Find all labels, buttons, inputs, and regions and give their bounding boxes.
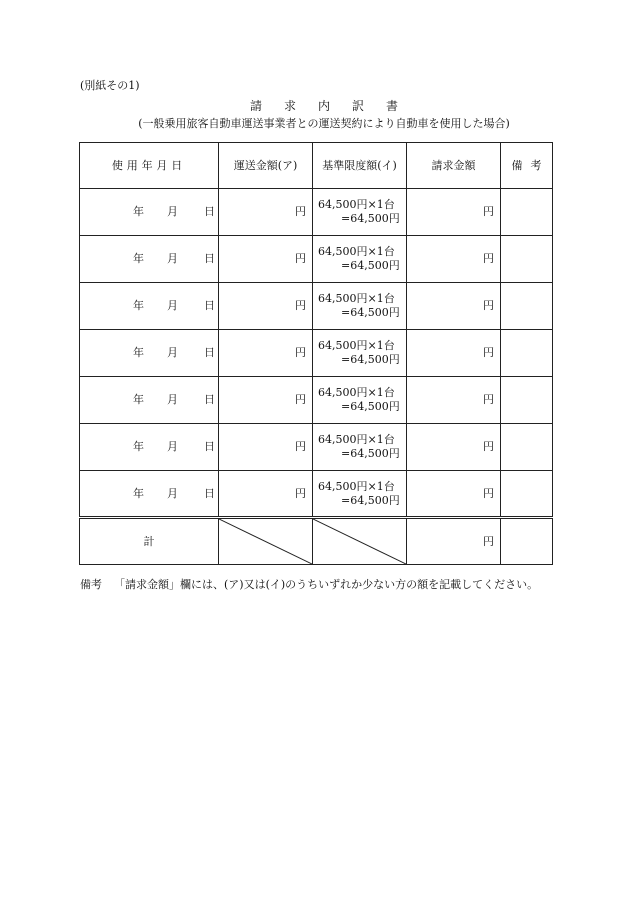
transport-amount-cell[interactable]: 円 <box>219 377 313 424</box>
usage-date-cell[interactable] <box>80 236 219 283</box>
title-char: 書 <box>386 99 399 113</box>
usage-date-cell[interactable] <box>80 377 219 424</box>
claim-amount-cell[interactable]: 円 <box>407 236 501 283</box>
header-limit-amount: 基準限度額(イ) <box>313 143 407 189</box>
note-cell[interactable] <box>501 424 553 471</box>
limit-formula: 64,500円×1台 <box>318 198 395 211</box>
table-row <box>80 236 553 283</box>
remarks-text <box>80 576 554 593</box>
diagonal-strike <box>219 519 312 564</box>
month-label: 月 <box>167 440 178 453</box>
header-claim-amount: 請求金額 <box>407 143 501 189</box>
annex-label: (別紙その1) <box>80 79 140 92</box>
year-label: 年 <box>133 252 144 265</box>
table-row <box>80 283 553 330</box>
month-label: 月 <box>167 205 178 218</box>
limit-formula: 64,500円×1台 <box>318 339 395 352</box>
note-cell[interactable] <box>501 189 553 236</box>
note-cell[interactable] <box>501 471 553 518</box>
limit-result: =64,500円 <box>341 306 400 319</box>
limit-result: =64,500円 <box>341 400 400 413</box>
table-row <box>80 189 553 236</box>
note-cell[interactable] <box>501 236 553 283</box>
day-label: 日 <box>204 346 215 359</box>
document-title <box>0 99 630 113</box>
month-label: 月 <box>167 346 178 359</box>
year-label: 年 <box>133 346 144 359</box>
limit-total-struck-cell <box>313 518 407 565</box>
transport-amount-cell[interactable]: 円 <box>219 471 313 518</box>
header-note <box>501 143 553 189</box>
total-label: 計 <box>80 518 219 565</box>
table-row <box>80 471 553 518</box>
limit-result: =64,500円 <box>341 212 400 225</box>
claim-amount-cell[interactable]: 円 <box>407 283 501 330</box>
table-header-row <box>80 143 553 189</box>
limit-result: =64,500円 <box>341 447 400 460</box>
limit-formula: 64,500円×1台 <box>318 245 395 258</box>
limit-amount-cell <box>313 424 407 471</box>
month-label: 月 <box>167 486 178 500</box>
table-row <box>80 377 553 424</box>
header-note-char: 考 <box>530 158 542 172</box>
month-label: 月 <box>167 393 178 406</box>
header-usage-date: 使用年月日 <box>80 143 219 189</box>
usage-date-cell[interactable] <box>80 189 219 236</box>
day-label: 日 <box>204 205 215 218</box>
year-label: 年 <box>133 393 144 406</box>
title-char: 請 <box>249 99 262 113</box>
remarks <box>80 576 554 593</box>
remarks-label: 備考 <box>80 578 102 591</box>
day-label: 日 <box>204 393 215 406</box>
limit-amount-cell <box>313 377 407 424</box>
table-row <box>80 424 553 471</box>
title-char: 訳 <box>352 99 365 113</box>
limit-amount-cell <box>313 283 407 330</box>
total-row <box>80 518 553 565</box>
limit-amount-cell <box>313 189 407 236</box>
remarks-body: 「請求金額」欄には、(ア)又は(イ)のうちいずれか少ない方の額を記載してください。 <box>114 578 539 591</box>
note-cell[interactable] <box>501 330 553 377</box>
header-transport-amount: 運送金額(ア) <box>219 143 313 189</box>
limit-amount-cell <box>313 236 407 283</box>
transport-amount-cell[interactable]: 円 <box>219 330 313 377</box>
limit-formula: 64,500円×1台 <box>318 292 395 305</box>
year-label: 年 <box>133 205 144 218</box>
claim-amount-cell[interactable]: 円 <box>407 377 501 424</box>
usage-date-cell[interactable] <box>80 283 219 330</box>
transport-amount-cell[interactable]: 円 <box>219 424 313 471</box>
limit-formula: 64,500円×1台 <box>318 479 395 493</box>
title-char: 内 <box>317 99 330 113</box>
header-note-char: 備 <box>511 158 523 172</box>
year-label: 年 <box>133 440 144 453</box>
diagonal-strike <box>313 519 406 564</box>
limit-formula: 64,500円×1台 <box>318 433 395 446</box>
title-char: 求 <box>283 99 296 113</box>
limit-result: =64,500円 <box>341 353 400 366</box>
note-cell[interactable] <box>501 377 553 424</box>
limit-amount-cell <box>313 471 407 518</box>
claim-amount-cell[interactable]: 円 <box>407 471 501 518</box>
claim-breakdown-table <box>79 142 553 565</box>
month-label: 月 <box>167 252 178 265</box>
claim-amount-cell[interactable]: 円 <box>407 189 501 236</box>
table-row <box>80 330 553 377</box>
usage-date-cell[interactable] <box>80 471 219 518</box>
transport-amount-cell[interactable]: 円 <box>219 283 313 330</box>
day-label: 日 <box>204 440 215 453</box>
claim-amount-cell[interactable]: 円 <box>407 424 501 471</box>
limit-result: =64,500円 <box>341 259 400 272</box>
day-label: 日 <box>204 486 215 500</box>
year-label: 年 <box>133 299 144 312</box>
claim-amount-cell[interactable]: 円 <box>407 330 501 377</box>
year-label: 年 <box>133 486 144 500</box>
total-note-cell[interactable] <box>501 518 553 565</box>
transport-amount-cell[interactable]: 円 <box>219 189 313 236</box>
day-label: 日 <box>204 299 215 312</box>
limit-amount-cell <box>313 330 407 377</box>
limit-formula: 64,500円×1台 <box>318 386 395 399</box>
usage-date-cell[interactable] <box>80 330 219 377</box>
transport-amount-cell[interactable]: 円 <box>219 236 313 283</box>
day-label: 日 <box>204 252 215 265</box>
usage-date-cell[interactable] <box>80 424 219 471</box>
month-label: 月 <box>167 299 178 312</box>
limit-result: =64,500円 <box>341 493 400 507</box>
note-cell[interactable] <box>501 283 553 330</box>
transport-total-struck-cell <box>219 518 313 565</box>
document-subtitle: (一般乗用旅客自動車運送事業者との運送契約により自動車を使用した場合) <box>138 117 510 130</box>
claim-total-cell[interactable]: 円 <box>407 518 501 565</box>
